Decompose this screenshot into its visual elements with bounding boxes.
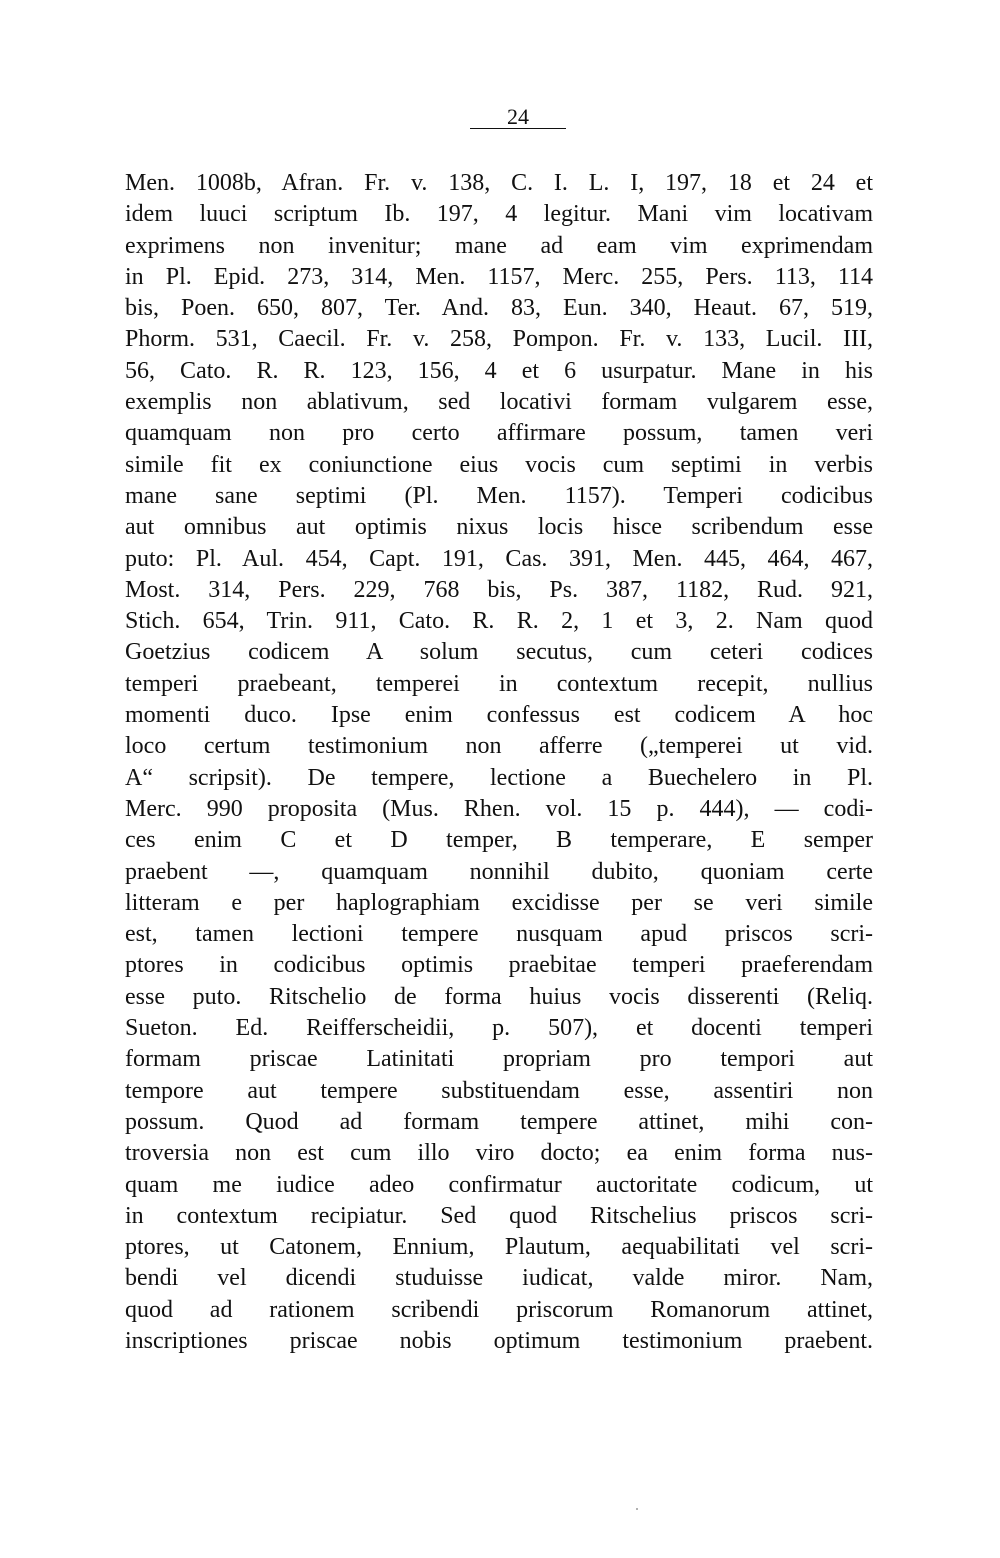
body-text [125,168,873,1357]
text-line: aut omnibus aut optimis nixus locis hisce scribendum esse [125,514,873,541]
text-line: Goetzius codicem A solum secutus, cum ceteri codices [125,639,873,666]
text-line: possum. Quod ad formam tempere attinet, mihi con- [125,1108,873,1135]
text-line: momenti duco. Ipse enim confessus est codicem A hoc [125,702,873,729]
text-line: exemplis non ablativum, sed locativi formam vulgarem esse, [125,389,873,416]
text-line: mane sane septimi (Pl. Men. 1157). Temperi codicibus [125,482,873,509]
text-line: quamquam non pro certo affirmare possum, tamen veri [125,420,873,447]
text-line: est, tamen lectioni tempere nusquam apud priscos scri- [125,921,873,948]
text-line: Most. 314, Pers. 229, 768 bis, Ps. 387, 1182, Rud. 921, [125,576,873,603]
text-line: exprimens non invenitur; mane ad eam vim exprimendam [125,232,873,259]
text-line: 56, Cato. R. R. 123, 156, 4 et 6 usurpatur. Mane in his [125,357,873,384]
page-number: 24 [507,104,529,129]
text-line: ces enim C et D temper, B temperare, E semper [125,827,873,854]
text-line: A“ scripsit). De tempere, lectione a Buechelero in Pl. [125,764,873,791]
text-line: puto: Pl. Aul. 454, Capt. 191, Cas. 391, Men. 445, 464, 467, [125,545,873,572]
text-line: Merc. 990 proposita (Mus. Rhen. vol. 15 p. 444), — codi- [125,795,873,822]
text-line: ptores, ut Catonem, Ennium, Plautum, aequabilitati vel scri- [125,1234,873,1261]
text-line: loco certum testimonium non afferre („temperei ut vid. [125,733,873,760]
text-line: Stich. 654, Trin. 911, Cato. R. R. 2, 1 et 3, 2. Nam quod [125,608,873,635]
text-line: Men. 1008b, Afran. Fr. v. 138, C. I. L. I, 197, 18 et 24 et [125,170,873,196]
text-line: praebent —, quamquam nonnihil dubito, quoniam certe [125,858,873,885]
text-line: in contextum recipiatur. Sed quod Ritschelius priscos scri- [125,1202,873,1229]
text-line: in Pl. Epid. 273, 314, Men. 1157, Merc. 255, Pers. 113, 114 [125,263,873,290]
text-line: litteram e per haplographiam excidisse per se veri simile [125,889,873,916]
header-rule [470,128,566,129]
text-line: temperi praebeant, temperei in contextum recepit, nullius [125,670,873,697]
text-line: quam me iudice adeo confirmatur auctoritate codicum, ut [125,1171,873,1198]
text-line: tempore aut tempere substituendam esse, assentiri non [125,1077,873,1104]
text-line: bis, Poen. 650, 807, Ter. And. 83, Eun. 340, Heaut. 67, 519, [125,295,873,322]
text-line: simile fit ex coniunctione eius vocis cum septimi in verbis [125,451,873,478]
text-line: esse puto. Ritschelio de forma huius vocis disserenti (Reliq. [125,983,873,1010]
text-line: inscriptiones priscae nobis optimum testimonium praebent. [125,1327,873,1354]
text-line: ptores in codicibus optimis praebitae temperi praeferendam [125,952,873,979]
text-line: troversia non est cum illo viro docto; ea enim forma nus- [125,1140,873,1167]
text-line: formam priscae Latinitati propriam pro tempori aut [125,1046,873,1073]
text-line: idem luuci scriptum Ib. 197, 4 legitur. Mani vim locativam [125,201,873,228]
text-line: bendi vel dicendi studuisse iudicat, valde miror. Nam, [125,1265,873,1292]
text-line: Phorm. 531, Caecil. Fr. v. 258, Pompon. Fr. v. 133, Lucil. III, [125,326,873,353]
text-line: Sueton. Ed. Reifferscheidii, p. 507), et docenti temperi [125,1015,873,1042]
scan-speck [636,1508,638,1510]
text-line: quod ad rationem scribendi priscorum Romanorum attinet, [125,1296,873,1323]
